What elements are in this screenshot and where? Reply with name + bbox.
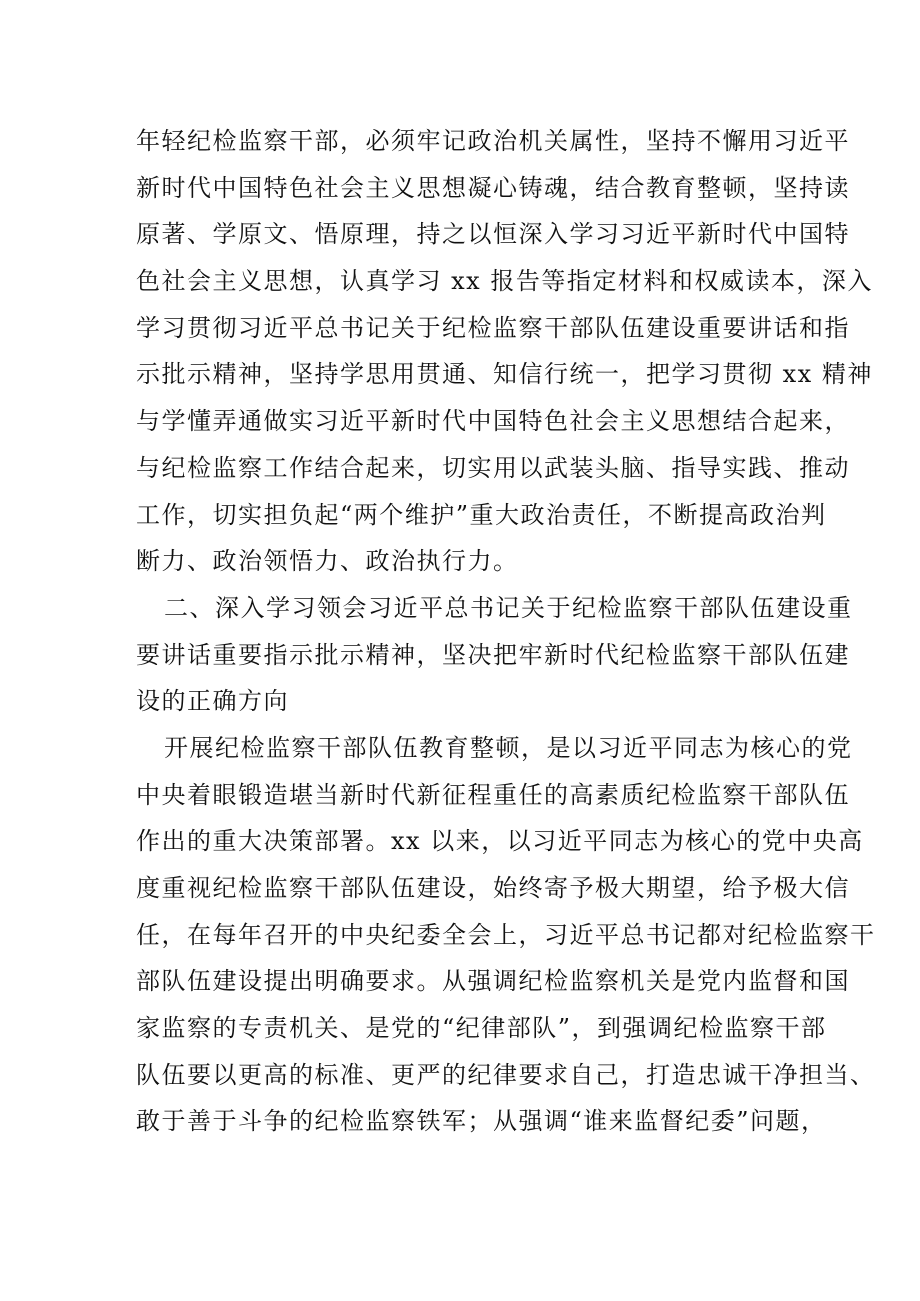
section-heading-2	[136, 585, 853, 725]
text-line: 作出的重大决策部署。xx 以来，以习近平同志为核心的党中央高	[136, 827, 864, 856]
document-body	[136, 118, 876, 1145]
text-line: 色社会主义思想，认真学习 xx 报告等指定材料和权威读本，深入	[136, 267, 873, 296]
heading-line: 要讲话重要指示批示精神，坚决把牢新时代纪检监察干部队伍建	[136, 640, 850, 669]
text-line: 年轻纪检监察干部，必须牢记政治机关属性，坚持不懈用习近平	[136, 127, 850, 155]
text-line: 示批示精神，坚持学思用贯通、知信行统一，把学习贯彻 xx 精神	[136, 360, 873, 389]
text-line: 任，在每年召开的中央纪委全会上，习近平总书记都对纪检监察干	[136, 920, 876, 949]
text-line: 中央着眼锻造堪当新时代新征程重任的高素质纪检监察干部队伍	[136, 780, 850, 809]
text-line: 新时代中国特色社会主义思想凝心铸魂，结合教育整顿，坚持读	[136, 173, 850, 202]
text-line: 队伍要以更高的标准、更严的纪律要求自己，打造忠诚干净担当、	[136, 1060, 876, 1089]
text-line: 断力、政治领悟力、政治执行力。	[136, 547, 519, 576]
text-line: 部队伍建设提出明确要求。从强调纪检监察机关是党内监督和国	[136, 967, 850, 996]
text-line: 家监察的专责机关、是党的“纪律部队”，到强调纪检监察干部	[136, 1014, 827, 1043]
text-line: 敢于善于斗争的纪检监察铁军；从强调“谁来监督纪委”问题，	[136, 1107, 827, 1136]
text-line: 与纪检监察工作结合起来，切实用以武装头脑、指导实践、推动	[136, 453, 850, 482]
text-line: 原著、学原文、悟原理，持之以恒深入学习习近平新时代中国特	[136, 220, 850, 249]
text-line: 学习贯彻习近平总书记关于纪检监察干部队伍建设重要讲话和指	[136, 313, 850, 342]
text-line: 开展纪检监察干部队伍教育整顿，是以习近平同志为核心的党	[164, 733, 853, 762]
heading-line: 设的正确方向	[136, 687, 289, 716]
text-line: 度重视纪检监察干部队伍建设，始终寄予极大期望，给予极大信	[136, 874, 850, 902]
heading-line: 二、深入学习领会习近平总书记关于纪检监察干部队伍建设重	[164, 593, 853, 622]
paragraph-2	[136, 725, 876, 1145]
text-line: 与学懂弄通做实习近平新时代中国特色社会主义思想结合起来，	[136, 407, 850, 436]
text-line: 工作，切实担负起“两个维护”重大政治责任，不断提高政治判	[136, 500, 827, 529]
paragraph-1	[136, 118, 873, 585]
